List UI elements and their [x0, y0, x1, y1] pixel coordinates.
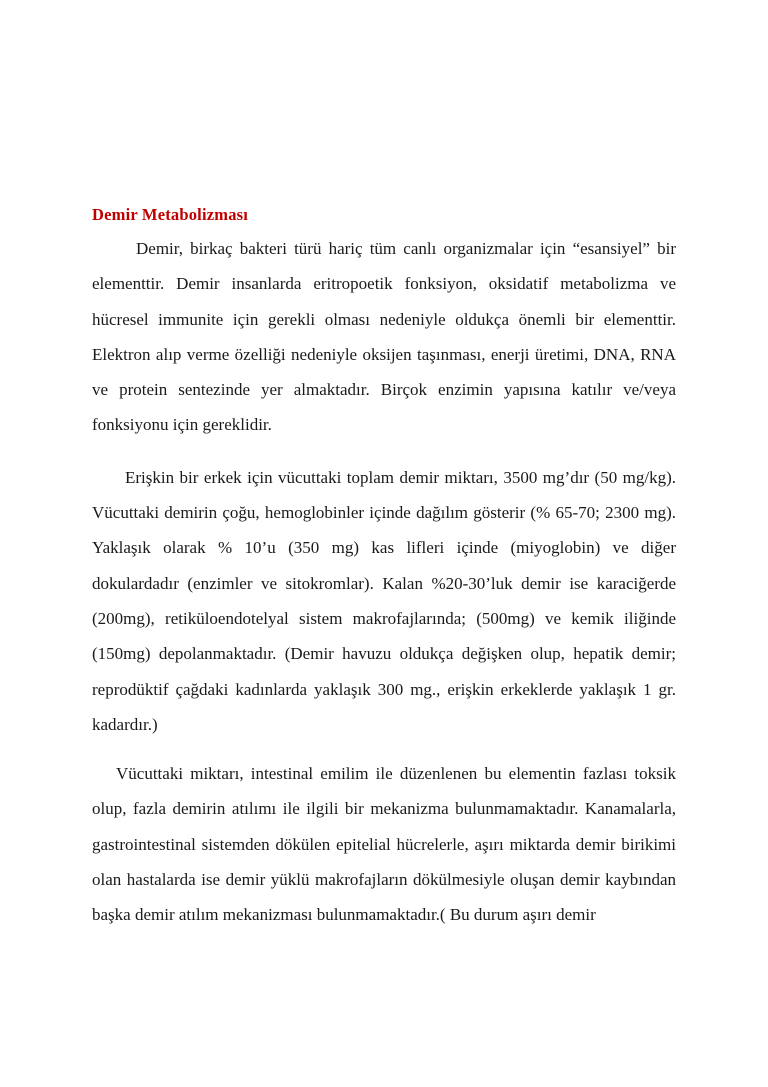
paragraph-iron-distribution: Erişkin bir erkek için vücuttaki toplam demir miktarı, 3500 mg’dır (50 mg/kg). Vücuttaki demirin çoğu, hemoglobinler içinde dağılım gösterir (% 65-70; 2300 mg). Yaklaşık olarak % 10’u (350 mg) kas lifleri içinde (miyoglobin) ve diğer dokulardadır (enzimler ve sitokromlar). Kalan %20-30’luk demir ise karaciğerde (200mg), retiküloendotelyal sistem makrofajlarında; (500mg) ve kemik iliğinde (150mg) depolanmaktadır. (Demir havuzu oldukça değişken olup, hepatik demir; reprodüktif çağdaki kadınlarda yaklaşık 300 mg., erişkin erkeklerde yaklaşık 1 gr. kadardır.) [92, 467, 676, 734]
paragraph-intro: Demir, birkaç bakteri türü hariç tüm canlı organizmalar için “esansiyel” bir elementtir. Demir insanlarda eritropoetik fonksiyon, oksidatif metabolizma ve hücresel immunite için gerekli olması nedeniyle oldukça önemli bir elementtir. Elektron alıp verme özelliği nedeniyle oksijen taşınması, enerji üretimi, DNA, RNA ve protein sentezinde yer almaktadır. Birçok enzimin yapısına katılır ve/veya fonksiyonu için gereklidir. [92, 239, 676, 435]
section-heading: Demir Metabolizması [92, 205, 249, 224]
paragraph-iron-excretion: Vücuttaki miktarı, intestinal emilim ile düzenlenen bu elementin fazlası toksik olup, fazla demirin atılımı ile ilgili bir mekanizma bulunmamaktadır. Kanamalarla, gastrointestinal sistemden dökülen epitelial hücrelerle, aşırı miktarda demir birikimi olan hastalarda ise demir yüklü makrofajların dökülmesiyle oluşan demir kaybından başka demir atılım mekanizması bulunmamaktadır.( Bu durum aşırı demir [92, 764, 676, 925]
document-page [92, 199, 676, 933]
